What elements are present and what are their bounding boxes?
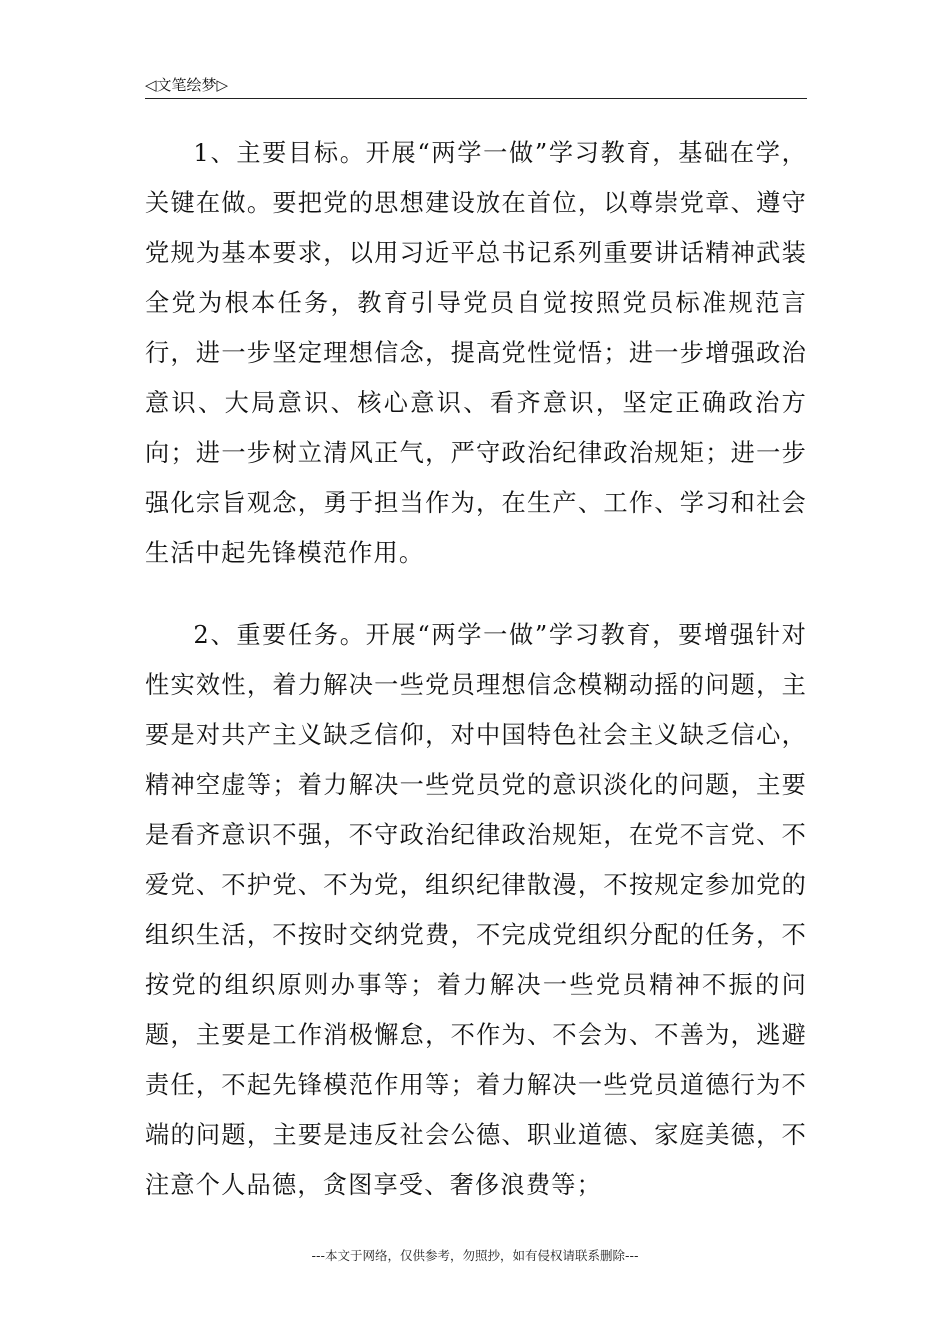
page-footer: ---本文于网络，仅供参考，勿照抄，如有侵权请联系删除---	[311, 1248, 639, 1263]
header-title: ◁文笔绘梦▷	[145, 76, 229, 94]
document-body	[145, 128, 807, 1210]
paragraph-main-goal: 1、主要目标。开展“两学一做”学习教育，基础在学，关键在做。要把党的思想建设放在首位，以尊崇党章、遵守党规为基本要求，以用习近平总书记系列重要讲话精神武装全党为根本任务，教育引导党员自觉按照党员标准规范言行，进一步坚定理想信念，提高党性觉悟；进一步增强政治意识、大局意识、核心意识、看齐意识，坚定正确政治方向；进一步树立清风正气，严守政治纪律政治规矩；进一步强化宗旨观念，勇于担当作为，在生产、工作、学习和社会生活中起先锋模范作用。	[145, 139, 807, 567]
paragraph-key-tasks: 2、重要任务。开展“两学一做”学习教育，要增强针对性实效性，着力解决一些党员理想信念模糊动摇的问题，主要是对共产主义缺乏信仰，对中国特色社会主义缺乏信心，精神空虚等；着力解决一些党员党的意识淡化的问题，主要是看齐意识不强，不守政治纪律政治规矩，在党不言党、不爱党、不护党、不为党，组织纪律散漫，不按规定参加党的组织生活，不按时交纳党费，不完成党组织分配的任务，不按党的组织原则办事等；着力解决一些党员精神不振的问题，主要是工作消极懈怠，不作为、不会为、不善为，逃避责任，不起先锋模范作用等；着力解决一些党员道德行为不端的问题，主要是违反社会公德、职业道德、家庭美德，不注意个人品德，贪图享受、奢侈浪费等；	[145, 621, 807, 1199]
page-header	[145, 74, 807, 99]
